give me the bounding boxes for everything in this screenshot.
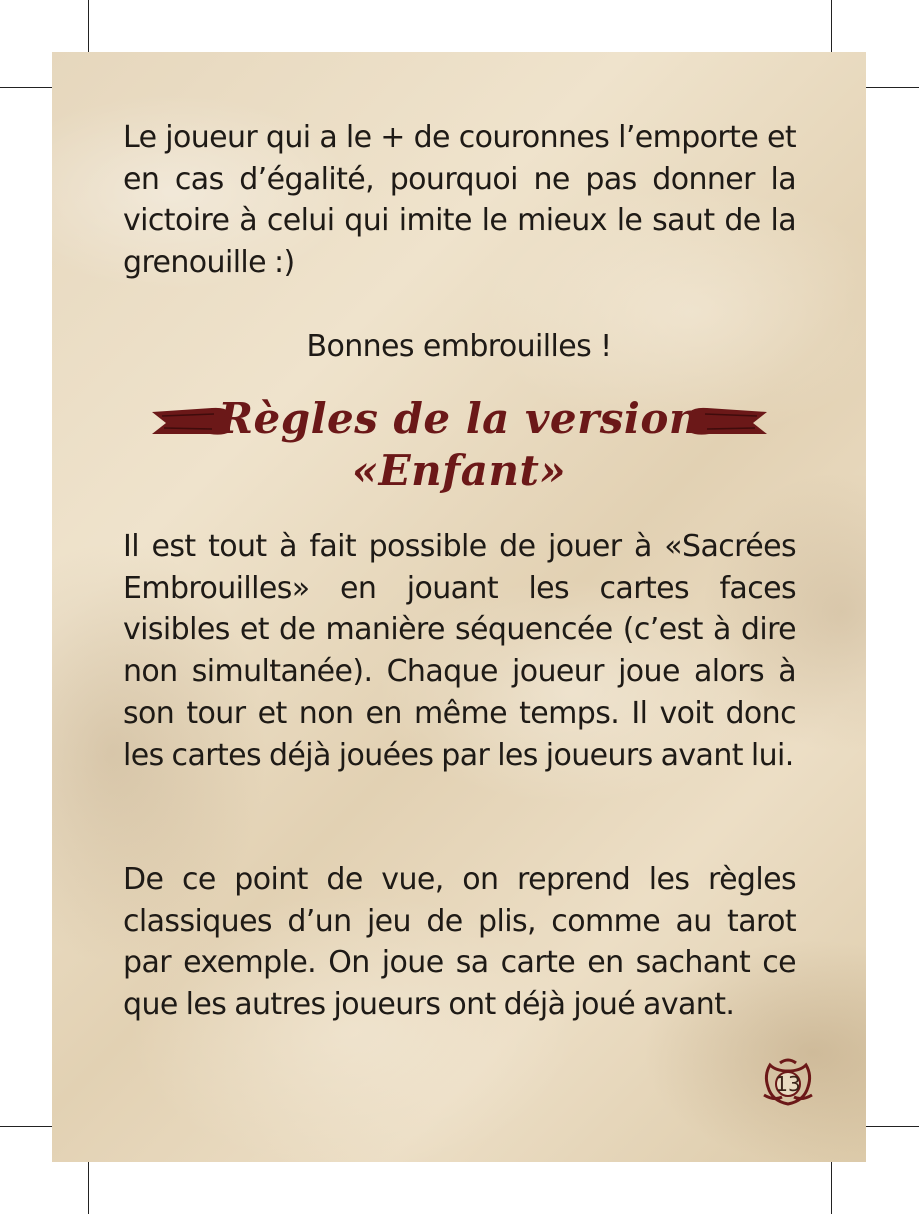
page-number: 13 (775, 1072, 801, 1096)
child-version-paragraph: Il est tout à fait possible de jouer à «Sacrées Embrouilles» en jouant les cartes faces visibles et de manière séquencée (c’est à dire non simultanée). Chaque joueur joue alors à son tour et non en même temps. Il voit donc les cartes déjà jouées par les joueurs avant lui. (123, 529, 796, 773)
closing-line: Bonnes embrouilles ! (306, 329, 612, 364)
intro-paragraph: Le joueur qui a le + de couronnes l’emporte et en cas d’égalité, pourquoi ne pas donner la victoire à celui qui imite le mieux le saut de la grenouille :) (123, 120, 796, 281)
page-number-badge (760, 1057, 816, 1107)
parchment-page (52, 52, 866, 1162)
crop-mark (857, 1126, 919, 1127)
crop-mark (857, 87, 919, 88)
section-title-line2: «Enfant» (351, 446, 567, 495)
trick-rules-paragraph: De ce point de vue, on reprend les règles classiques d’un jeu de plis, comme au tarot par exemple. On joue sa carte en sachant ce que les autres joueurs ont déjà joué avant. (123, 862, 796, 1023)
section-title-line1: Règles de la version (218, 394, 700, 443)
